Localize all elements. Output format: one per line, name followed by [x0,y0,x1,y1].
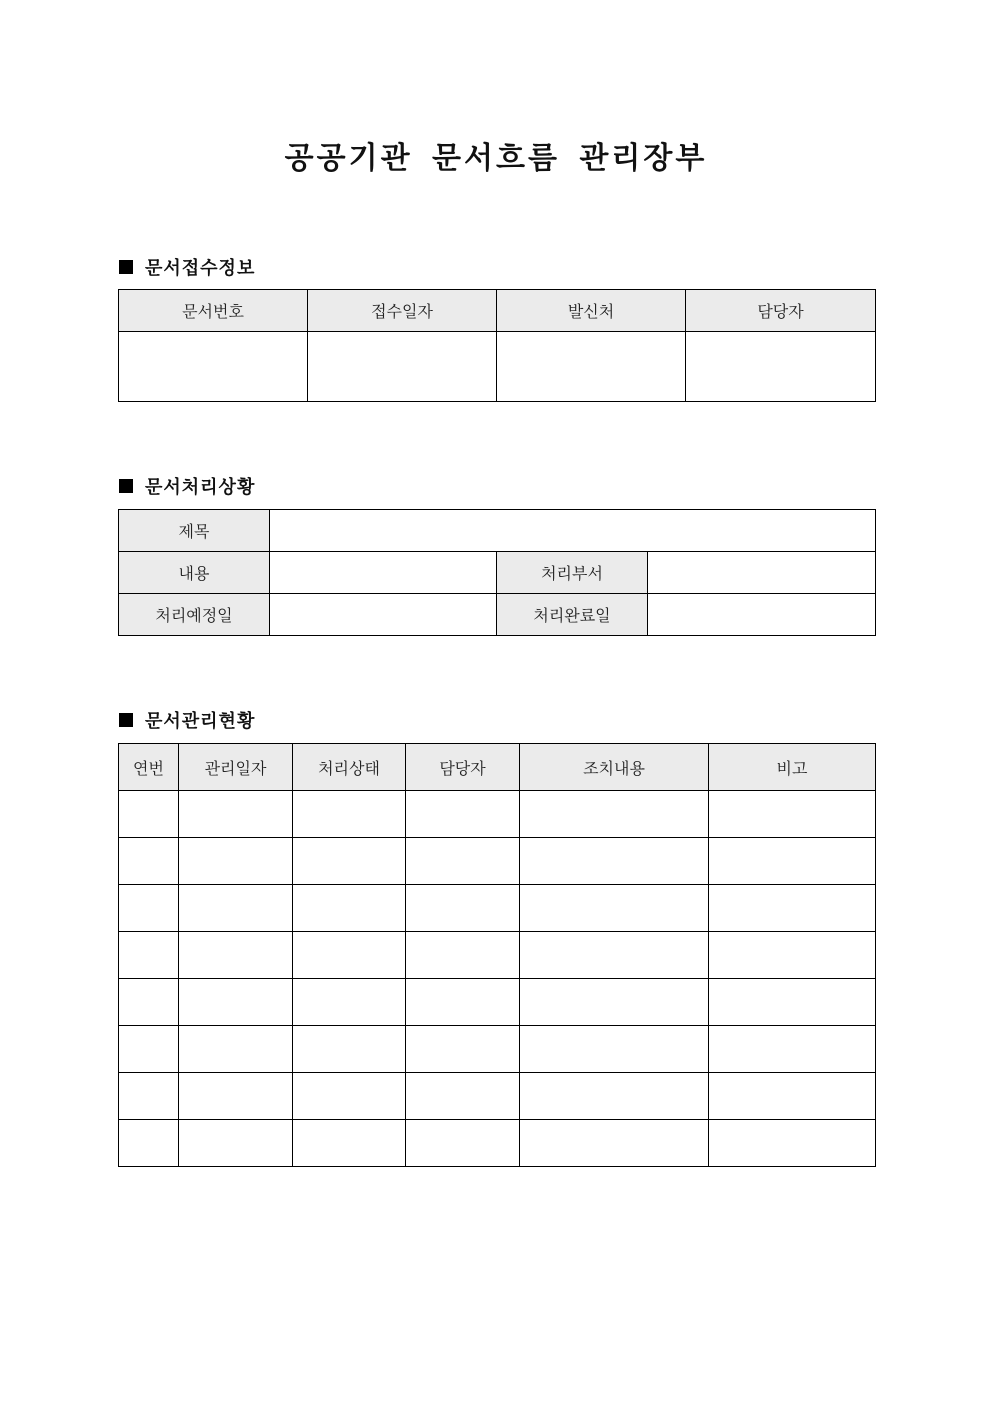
completion-date-cell[interactable] [648,594,876,636]
square-bullet-icon [119,260,133,274]
due-date-label: 처리예정일 [119,594,270,636]
serial-cell[interactable] [119,791,179,838]
document-title: 공공기관 문서흐름 관리장부 [284,141,708,176]
due-date-cell[interactable] [270,594,497,636]
action-cell[interactable] [520,1026,709,1073]
section-heading-label: 문서관리현황 [145,711,256,732]
header-person-in-charge: 담당자 [686,290,876,332]
content-cell[interactable] [270,552,497,594]
receipt-date-cell[interactable] [308,332,497,402]
subject-label: 제목 [119,510,270,552]
status-cell[interactable] [293,1026,406,1073]
action-cell[interactable] [520,1073,709,1120]
action-cell[interactable] [520,979,709,1026]
table-row [119,1026,876,1073]
receipt-info-table [118,289,876,402]
section-heading-processing [119,473,255,499]
completion-date-label: 처리완료일 [497,594,648,636]
remarks-cell[interactable] [709,1120,876,1167]
remarks-cell[interactable] [709,1073,876,1120]
processing-status-table [118,509,876,636]
content-label: 내용 [119,552,270,594]
header-sender: 발신처 [497,290,686,332]
header-receipt-date: 접수일자 [308,290,497,332]
header-serial-number: 연번 [119,744,179,791]
header-management-date: 관리일자 [179,744,293,791]
action-cell[interactable] [520,791,709,838]
serial-cell[interactable] [119,1120,179,1167]
person-cell[interactable] [406,1073,520,1120]
person-cell[interactable] [406,1026,520,1073]
action-cell[interactable] [520,838,709,885]
status-cell[interactable] [293,932,406,979]
header-person-in-charge: 담당자 [406,744,520,791]
department-label: 처리부서 [497,552,648,594]
person-in-charge-cell[interactable] [686,332,876,402]
remarks-cell[interactable] [709,932,876,979]
table-row [119,838,876,885]
header-action-taken: 조치내용 [520,744,709,791]
person-cell[interactable] [406,791,520,838]
remarks-cell[interactable] [709,838,876,885]
serial-cell[interactable] [119,979,179,1026]
table-row [119,979,876,1026]
management-date-cell[interactable] [179,885,293,932]
section-heading-management [119,707,255,733]
section-heading-receipt [119,254,255,280]
serial-cell[interactable] [119,838,179,885]
status-cell[interactable] [293,885,406,932]
header-processing-status: 처리상태 [293,744,406,791]
management-date-cell[interactable] [179,1073,293,1120]
section-heading-label: 문서처리상황 [145,477,256,498]
subject-cell[interactable] [270,510,876,552]
square-bullet-icon [119,713,133,727]
action-cell[interactable] [520,885,709,932]
management-date-cell[interactable] [179,1026,293,1073]
management-date-cell[interactable] [179,932,293,979]
table-row [119,552,876,594]
remarks-cell[interactable] [709,885,876,932]
table-row [119,932,876,979]
action-cell[interactable] [520,932,709,979]
sender-cell[interactable] [497,332,686,402]
table-row [119,885,876,932]
table-row [119,1120,876,1167]
document-number-cell[interactable] [119,332,308,402]
person-cell[interactable] [406,979,520,1026]
management-date-cell[interactable] [179,979,293,1026]
table-row [119,332,876,402]
action-cell[interactable] [520,1120,709,1167]
person-cell[interactable] [406,838,520,885]
serial-cell[interactable] [119,932,179,979]
table-header-row [119,744,876,791]
person-cell[interactable] [406,932,520,979]
status-cell[interactable] [293,838,406,885]
status-cell[interactable] [293,791,406,838]
remarks-cell[interactable] [709,1026,876,1073]
table-row [119,791,876,838]
remarks-cell[interactable] [709,979,876,1026]
remarks-cell[interactable] [709,791,876,838]
section-heading-label: 문서접수정보 [145,258,256,279]
department-cell[interactable] [648,552,876,594]
table-row [119,1073,876,1120]
table-row [119,594,876,636]
table-row [119,510,876,552]
status-cell[interactable] [293,979,406,1026]
header-document-number: 문서번호 [119,290,308,332]
status-cell[interactable] [293,1120,406,1167]
status-cell[interactable] [293,1073,406,1120]
management-date-cell[interactable] [179,1120,293,1167]
square-bullet-icon [119,479,133,493]
management-date-cell[interactable] [179,838,293,885]
management-status-table [118,743,876,1167]
serial-cell[interactable] [119,885,179,932]
person-cell[interactable] [406,885,520,932]
header-remarks: 비고 [709,744,876,791]
serial-cell[interactable] [119,1073,179,1120]
management-date-cell[interactable] [179,791,293,838]
person-cell[interactable] [406,1120,520,1167]
table-header-row [119,290,876,332]
serial-cell[interactable] [119,1026,179,1073]
